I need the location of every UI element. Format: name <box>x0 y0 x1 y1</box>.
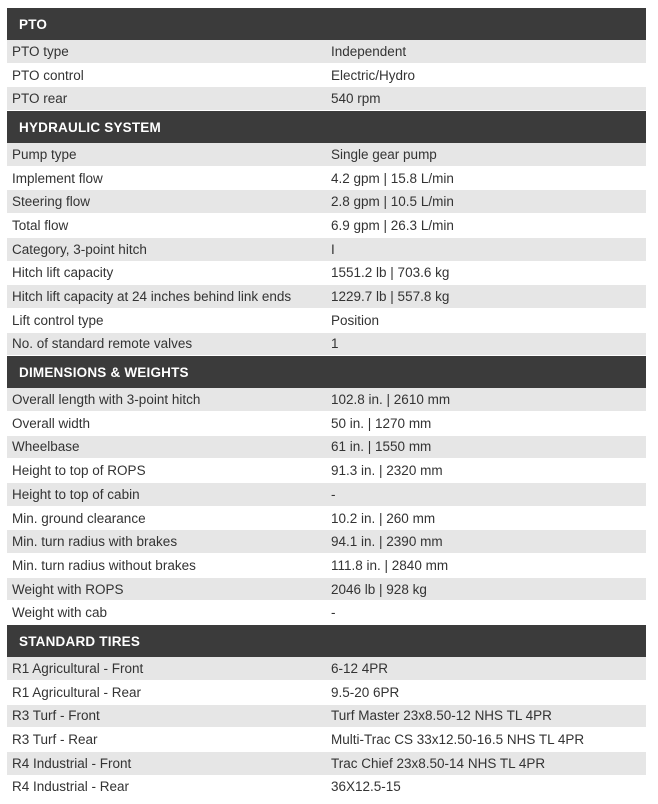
spec-value: 6.9 gpm | 26.3 L/min <box>331 217 454 233</box>
spec-label: Steering flow <box>12 194 91 210</box>
spec-row <box>7 436 646 460</box>
spec-value: 1229.7 lb | 557.8 kg <box>331 289 450 305</box>
spec-label: Weight with ROPS <box>12 581 124 597</box>
spec-label: Pump type <box>12 146 77 162</box>
spec-label: Overall length with 3-point hitch <box>12 392 201 408</box>
spec-label: Wheelbase <box>12 439 80 455</box>
spec-label: Total flow <box>12 217 69 233</box>
spec-label: PTO rear <box>12 91 68 107</box>
section-header: DIMENSIONS & WEIGHTS <box>7 356 646 388</box>
spec-row <box>7 776 646 800</box>
spec-row <box>7 601 646 625</box>
spec-value: 1551.2 lb | 703.6 kg <box>331 265 450 281</box>
spec-value: 6-12 4PR <box>331 660 389 676</box>
spec-label: R3 Turf - Front <box>12 708 100 724</box>
spec-label: Min. turn radius without brakes <box>12 557 196 573</box>
spec-value: Multi-Trac CS 33x12.50-16.5 NHS TL 4PR <box>331 732 585 748</box>
spec-row <box>7 64 646 88</box>
spec-value: Position <box>331 312 380 328</box>
spec-row <box>7 87 646 111</box>
spec-row <box>7 238 646 262</box>
spec-row <box>7 728 646 752</box>
spec-label: Lift control type <box>12 312 104 328</box>
spec-row <box>7 143 646 167</box>
spec-label: R1 Agricultural - Front <box>12 660 144 676</box>
spec-label: No. of standard remote valves <box>12 336 193 352</box>
spec-label: Overall width <box>12 415 91 431</box>
spec-label: PTO control <box>12 67 84 83</box>
spec-table <box>7 8 646 799</box>
spec-row <box>7 285 646 309</box>
section-header: PTO <box>7 8 646 40</box>
spec-label: Min. turn radius with brakes <box>12 534 178 550</box>
spec-row <box>7 554 646 578</box>
spec-value: 61 in. | 1550 mm <box>331 439 432 455</box>
spec-label: Height to top of cabin <box>12 486 140 502</box>
spec-value: 9.5-20 6PR <box>331 684 400 700</box>
spec-value: 111.8 in. | 2840 mm <box>331 557 449 573</box>
spec-row <box>7 412 646 436</box>
spec-value: Independent <box>331 43 407 59</box>
spec-row <box>7 190 646 214</box>
spec-label: Min. ground clearance <box>12 510 146 526</box>
spec-row <box>7 578 646 602</box>
spec-value: 1 <box>331 336 339 352</box>
spec-value: 2046 lb | 928 kg <box>331 581 427 597</box>
spec-label: Hitch lift capacity at 24 inches behind link ends <box>12 289 292 305</box>
spec-value: - <box>331 605 336 621</box>
spec-row <box>7 681 646 705</box>
spec-label: Implement flow <box>12 170 103 186</box>
spec-value: Turf Master 23x8.50-12 NHS TL 4PR <box>331 708 552 724</box>
spec-row <box>7 388 646 412</box>
spec-label: Height to top of ROPS <box>12 463 146 479</box>
spec-label: PTO type <box>12 43 69 59</box>
spec-row <box>7 333 646 357</box>
spec-label: Category, 3-point hitch <box>12 241 147 257</box>
spec-value: 2.8 gpm | 10.5 L/min <box>331 194 454 210</box>
spec-row <box>7 459 646 483</box>
spec-label: R4 Industrial - Front <box>12 755 132 771</box>
section-header: STANDARD TIRES <box>7 625 646 657</box>
section-header: HYDRAULIC SYSTEM <box>7 111 646 143</box>
spec-label: Weight with cab <box>12 605 108 621</box>
spec-row <box>7 752 646 776</box>
spec-row <box>7 483 646 507</box>
spec-row <box>7 507 646 531</box>
spec-label: Hitch lift capacity <box>12 265 114 281</box>
spec-value: Trac Chief 23x8.50-14 NHS TL 4PR <box>331 755 546 771</box>
spec-value: 4.2 gpm | 15.8 L/min <box>331 170 454 186</box>
spec-value: Electric/Hydro <box>331 67 416 83</box>
spec-value: 91.3 in. | 2320 mm <box>331 463 443 479</box>
spec-value: 36X12.5-15 <box>331 779 401 795</box>
spec-row <box>7 167 646 191</box>
spec-value: 94.1 in. | 2390 mm <box>331 534 443 550</box>
spec-value: I <box>331 241 335 257</box>
spec-row <box>7 657 646 681</box>
spec-value: 10.2 in. | 260 mm <box>331 510 436 526</box>
spec-label: R4 Industrial - Rear <box>12 779 130 795</box>
spec-value: - <box>331 486 336 502</box>
spec-row <box>7 214 646 238</box>
spec-row <box>7 530 646 554</box>
spec-row <box>7 262 646 286</box>
spec-label: R3 Turf - Rear <box>12 732 98 748</box>
spec-value: Single gear pump <box>331 146 437 162</box>
spec-value: 540 rpm <box>331 91 381 107</box>
spec-value: 102.8 in. | 2610 mm <box>331 392 451 408</box>
spec-label: R1 Agricultural - Rear <box>12 684 142 700</box>
spec-row <box>7 40 646 64</box>
spec-row <box>7 309 646 333</box>
spec-value: 50 in. | 1270 mm <box>331 415 432 431</box>
spec-row <box>7 705 646 729</box>
